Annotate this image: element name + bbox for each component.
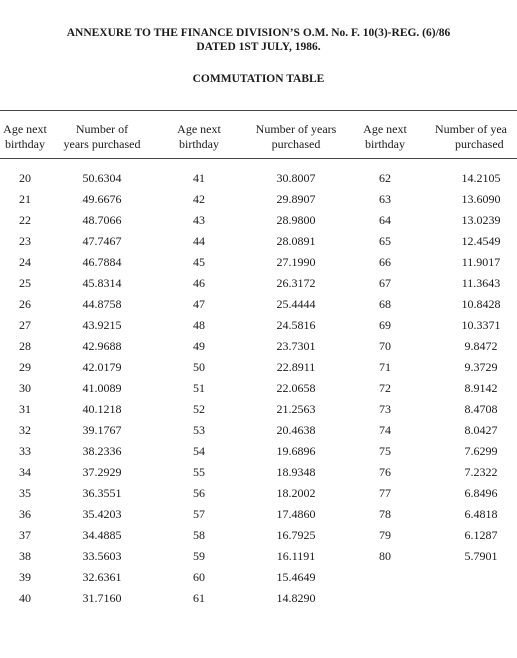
age-next-birthday-cell: 40 bbox=[19, 591, 31, 605]
age-next-birthday-cell: 20 bbox=[19, 171, 31, 185]
years-purchased-cell: 13.0239 bbox=[461, 213, 501, 227]
col-header-line: birthday bbox=[179, 137, 219, 151]
years-purchased-cell: 25.4444 bbox=[276, 297, 316, 311]
col-header-line: birthday bbox=[365, 137, 405, 151]
age-next-birthday-cell: 36 bbox=[19, 507, 31, 521]
years-purchased-cell: 37.2929 bbox=[82, 465, 122, 479]
table-row bbox=[0, 444, 517, 465]
age-next-birthday-cell: 73 bbox=[379, 402, 391, 416]
age-next-birthday-cell: 60 bbox=[193, 570, 205, 584]
table-row bbox=[0, 360, 517, 381]
age-next-birthday-cell: 38 bbox=[19, 549, 31, 563]
table-row bbox=[0, 171, 517, 192]
years-purchased-cell: 14.2105 bbox=[461, 171, 501, 185]
age-next-birthday-cell: 68 bbox=[379, 297, 391, 311]
years-purchased-cell: 35.4203 bbox=[82, 507, 122, 521]
age-next-birthday-cell: 22 bbox=[19, 213, 31, 227]
years-purchased-cell: 29.8907 bbox=[276, 192, 316, 206]
col-header-line: birthday bbox=[5, 137, 45, 151]
age-next-birthday-cell: 31 bbox=[19, 402, 31, 416]
table-row bbox=[0, 339, 517, 360]
table-row bbox=[0, 528, 517, 549]
years-purchased-cell: 15.4649 bbox=[276, 570, 316, 584]
years-purchased-cell: 10.3371 bbox=[461, 318, 501, 332]
years-purchased-cell: 16.7925 bbox=[276, 528, 316, 542]
table-row bbox=[0, 465, 517, 486]
years-purchased-cell: 9.8472 bbox=[464, 339, 498, 353]
years-purchased-cell: 6.1287 bbox=[464, 528, 498, 542]
age-next-birthday-cell: 48 bbox=[193, 318, 205, 332]
header-divider-rule bbox=[0, 158, 517, 159]
years-purchased-cell: 17.4860 bbox=[276, 507, 316, 521]
age-next-birthday-cell: 61 bbox=[193, 591, 205, 605]
age-next-birthday-cell: 33 bbox=[19, 444, 31, 458]
table-row bbox=[0, 297, 517, 318]
age-next-birthday-cell: 26 bbox=[19, 297, 31, 311]
age-next-birthday-cell: 64 bbox=[379, 213, 391, 227]
years-purchased-cell: 42.0179 bbox=[82, 360, 122, 374]
col-header-line: years purchased bbox=[63, 137, 141, 151]
age-next-birthday-cell: 55 bbox=[193, 465, 205, 479]
years-purchased-cell: 20.4638 bbox=[276, 423, 316, 437]
age-next-birthday-cell: 35 bbox=[19, 486, 31, 500]
col-header-line: Age next bbox=[3, 122, 47, 136]
years-purchased-cell: 46.7884 bbox=[82, 255, 122, 269]
age-next-birthday-cell: 62 bbox=[379, 171, 391, 185]
age-next-birthday-cell: 34 bbox=[19, 465, 31, 479]
age-next-birthday-cell: 59 bbox=[193, 549, 205, 563]
years-purchased-cell: 21.2563 bbox=[276, 402, 316, 416]
table-row bbox=[0, 570, 517, 591]
col-header-line: Number of yea bbox=[435, 122, 507, 136]
col-header-line: Number of years bbox=[255, 122, 337, 136]
years-purchased-cell: 13.6090 bbox=[461, 192, 501, 206]
table-row bbox=[0, 486, 517, 507]
age-next-birthday-cell: 47 bbox=[193, 297, 205, 311]
age-next-birthday-cell: 23 bbox=[19, 234, 31, 248]
years-purchased-cell: 19.6896 bbox=[276, 444, 316, 458]
col-header-years-3 bbox=[435, 122, 517, 152]
years-purchased-cell: 11.3643 bbox=[461, 276, 501, 290]
age-next-birthday-cell: 51 bbox=[193, 381, 205, 395]
years-purchased-cell: 24.5816 bbox=[276, 318, 316, 332]
years-purchased-cell: 44.8758 bbox=[82, 297, 122, 311]
age-next-birthday-cell: 67 bbox=[379, 276, 391, 290]
years-purchased-cell: 7.6299 bbox=[464, 444, 498, 458]
age-next-birthday-cell: 37 bbox=[19, 528, 31, 542]
commutation-table-body bbox=[0, 171, 517, 612]
table-row bbox=[0, 213, 517, 234]
col-header-line: Age next bbox=[177, 122, 221, 136]
age-next-birthday-cell: 72 bbox=[379, 381, 391, 395]
years-purchased-cell: 49.6676 bbox=[82, 192, 122, 206]
years-purchased-cell: 18.9348 bbox=[276, 465, 316, 479]
years-purchased-cell: 6.4818 bbox=[464, 507, 498, 521]
table-row bbox=[0, 591, 517, 612]
years-purchased-cell: 22.0658 bbox=[276, 381, 316, 395]
years-purchased-cell: 7.2322 bbox=[464, 465, 498, 479]
age-next-birthday-cell: 28 bbox=[19, 339, 31, 353]
years-purchased-cell: 5.7901 bbox=[464, 549, 498, 563]
age-next-birthday-cell: 54 bbox=[193, 444, 205, 458]
years-purchased-cell: 40.1218 bbox=[82, 402, 122, 416]
years-purchased-cell: 34.4885 bbox=[82, 528, 122, 542]
age-next-birthday-cell: 69 bbox=[379, 318, 391, 332]
years-purchased-cell: 30.8007 bbox=[276, 171, 316, 185]
col-header-years-2 bbox=[236, 122, 356, 152]
years-purchased-cell: 12.4549 bbox=[461, 234, 501, 248]
years-purchased-cell: 28.0891 bbox=[276, 234, 316, 248]
table-row bbox=[0, 549, 517, 570]
years-purchased-cell: 23.7301 bbox=[276, 339, 316, 353]
age-next-birthday-cell: 53 bbox=[193, 423, 205, 437]
age-next-birthday-cell: 78 bbox=[379, 507, 391, 521]
years-purchased-cell: 28.9800 bbox=[276, 213, 316, 227]
age-next-birthday-cell: 25 bbox=[19, 276, 31, 290]
years-purchased-cell: 47.7467 bbox=[82, 234, 122, 248]
age-next-birthday-cell: 42 bbox=[193, 192, 205, 206]
age-next-birthday-cell: 70 bbox=[379, 339, 391, 353]
age-next-birthday-cell: 74 bbox=[379, 423, 391, 437]
age-next-birthday-cell: 21 bbox=[19, 192, 31, 206]
age-next-birthday-cell: 30 bbox=[19, 381, 31, 395]
years-purchased-cell: 9.3729 bbox=[464, 360, 498, 374]
age-next-birthday-cell: 80 bbox=[379, 549, 391, 563]
age-next-birthday-cell: 56 bbox=[193, 486, 205, 500]
age-next-birthday-cell: 66 bbox=[379, 255, 391, 269]
age-next-birthday-cell: 71 bbox=[379, 360, 391, 374]
age-next-birthday-cell: 49 bbox=[193, 339, 205, 353]
col-header-line: purchased bbox=[455, 137, 504, 151]
years-purchased-cell: 38.2336 bbox=[82, 444, 122, 458]
age-next-birthday-cell: 32 bbox=[19, 423, 31, 437]
age-next-birthday-cell: 45 bbox=[193, 255, 205, 269]
table-row bbox=[0, 402, 517, 423]
table-title: COMMUTATION TABLE bbox=[192, 73, 325, 85]
years-purchased-cell: 16.1191 bbox=[276, 549, 316, 563]
age-next-birthday-cell: 76 bbox=[379, 465, 391, 479]
years-purchased-cell: 10.8428 bbox=[461, 297, 501, 311]
age-next-birthday-cell: 44 bbox=[193, 234, 205, 248]
years-purchased-cell: 8.0427 bbox=[464, 423, 498, 437]
age-next-birthday-cell: 63 bbox=[379, 192, 391, 206]
years-purchased-cell: 8.9142 bbox=[464, 381, 498, 395]
annexure-heading: ANNEXURE TO THE FINANCE DIVISION’S O.M. No. F. 10(3)-REG. (6)/86 bbox=[66, 27, 451, 39]
years-purchased-cell: 32.6361 bbox=[82, 570, 122, 584]
table-row bbox=[0, 192, 517, 213]
age-next-birthday-cell: 43 bbox=[193, 213, 205, 227]
age-next-birthday-cell: 75 bbox=[379, 444, 391, 458]
age-next-birthday-cell: 29 bbox=[19, 360, 31, 374]
age-next-birthday-cell: 41 bbox=[193, 171, 205, 185]
years-purchased-cell: 27.1990 bbox=[276, 255, 316, 269]
age-next-birthday-cell: 50 bbox=[193, 360, 205, 374]
years-purchased-cell: 48.7066 bbox=[82, 213, 122, 227]
years-purchased-cell: 36.3551 bbox=[82, 486, 122, 500]
table-row bbox=[0, 276, 517, 297]
col-header-age-2 bbox=[159, 122, 239, 152]
age-next-birthday-cell: 65 bbox=[379, 234, 391, 248]
age-next-birthday-cell: 24 bbox=[19, 255, 31, 269]
col-header-line: Age next bbox=[363, 122, 407, 136]
table-row bbox=[0, 507, 517, 528]
age-next-birthday-cell: 77 bbox=[379, 486, 391, 500]
age-next-birthday-cell: 57 bbox=[193, 507, 205, 521]
years-purchased-cell: 6.8496 bbox=[464, 486, 498, 500]
years-purchased-cell: 18.2002 bbox=[276, 486, 316, 500]
col-header-line: purchased bbox=[271, 137, 321, 151]
years-purchased-cell: 22.8911 bbox=[276, 360, 316, 374]
years-purchased-cell: 39.1767 bbox=[82, 423, 122, 437]
years-purchased-cell: 43.9215 bbox=[82, 318, 122, 332]
years-purchased-cell: 14.8290 bbox=[276, 591, 316, 605]
age-next-birthday-cell: 79 bbox=[379, 528, 391, 542]
age-next-birthday-cell: 52 bbox=[193, 402, 205, 416]
years-purchased-cell: 26.3172 bbox=[276, 276, 316, 290]
table-row bbox=[0, 423, 517, 444]
years-purchased-cell: 33.5603 bbox=[82, 549, 122, 563]
age-next-birthday-cell: 46 bbox=[193, 276, 205, 290]
col-header-line: Number of bbox=[75, 122, 129, 136]
years-purchased-cell: 11.9017 bbox=[461, 255, 501, 269]
age-next-birthday-cell: 39 bbox=[19, 570, 31, 584]
table-row bbox=[0, 255, 517, 276]
years-purchased-cell: 8.4708 bbox=[464, 402, 498, 416]
years-purchased-cell: 41.0089 bbox=[82, 381, 122, 395]
years-purchased-cell: 50.6304 bbox=[82, 171, 122, 185]
table-row bbox=[0, 234, 517, 255]
table-row bbox=[0, 381, 517, 402]
age-next-birthday-cell: 27 bbox=[19, 318, 31, 332]
table-row bbox=[0, 318, 517, 339]
col-header-years-1 bbox=[47, 122, 157, 152]
table-top-rule bbox=[0, 110, 517, 111]
age-next-birthday-cell: 58 bbox=[193, 528, 205, 542]
date-heading: DATED 1ST JULY, 1986. bbox=[196, 41, 321, 53]
years-purchased-cell: 42.9688 bbox=[82, 339, 122, 353]
col-header-age-3 bbox=[345, 122, 425, 152]
years-purchased-cell: 45.8314 bbox=[82, 276, 122, 290]
years-purchased-cell: 31.7160 bbox=[82, 591, 122, 605]
